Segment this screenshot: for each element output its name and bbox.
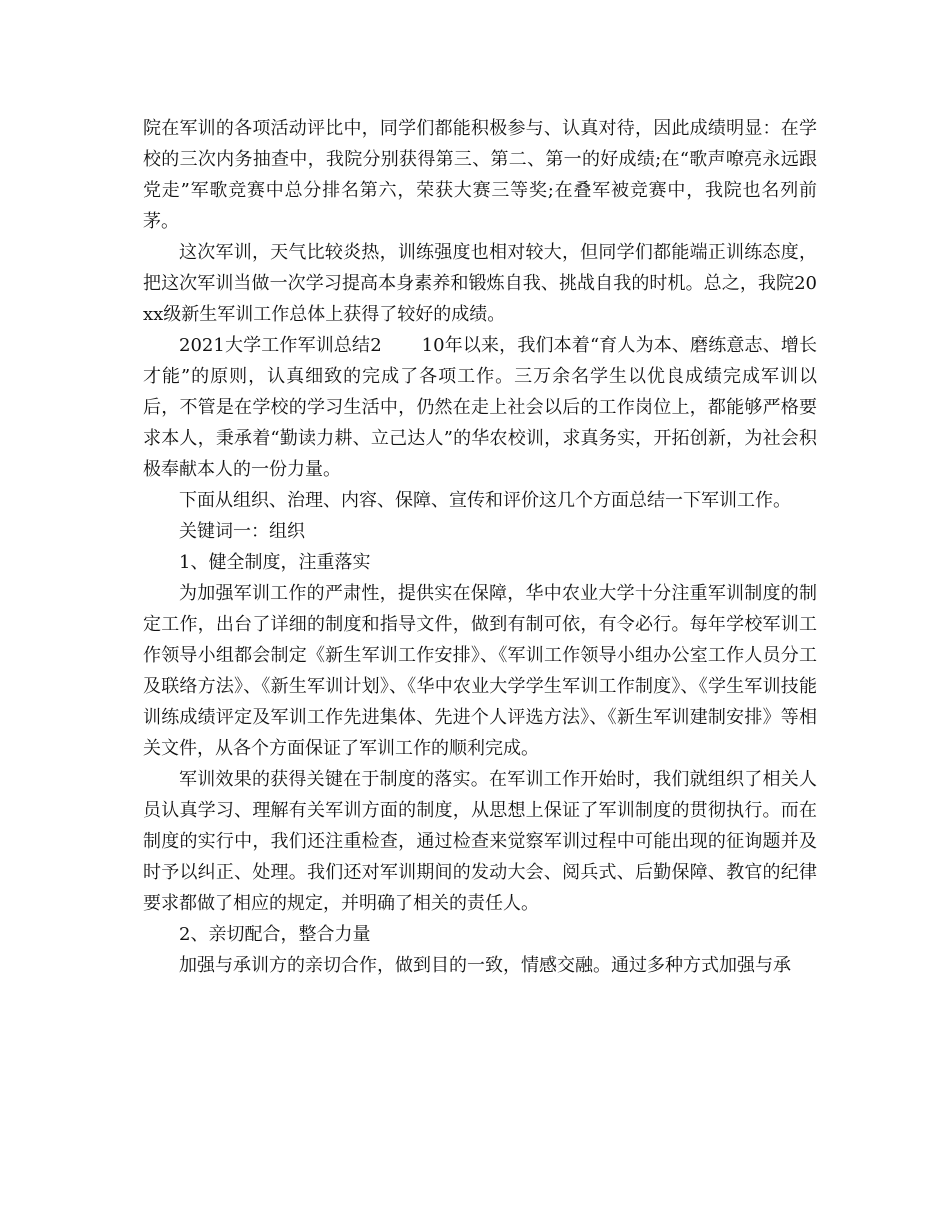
keyword-heading-organization: 关键词一：组织 bbox=[179, 521, 305, 542]
paragraph-summary-2 bbox=[143, 330, 817, 485]
paragraph-summary-2-text: 10年以来，我们本着“育人为本、磨练意志、增长才能”的原则，认真细致的完成了各项工作。三万余名学生以优良成绩完成军训以后，不管是在学校的学习生活中，仍然在走上社会以后的工作岗位上，都能够严格要求本人，秉承着“勤读力耕、立己达人”的华农校训，求真务实，开拓创新，为社会积极奉献本人的一份力量。 bbox=[143, 335, 817, 480]
subheading-2: 2、亲切配合，整合力量 bbox=[179, 924, 371, 945]
section-heading: 2021大学工作军训总结2 bbox=[179, 335, 382, 356]
document-body bbox=[143, 113, 817, 981]
subheading-1: 1、健全制度，注重落实 bbox=[179, 552, 371, 573]
paragraph-overview: 下面从组织、治理、内容、保障、宣传和评价这几个方面总结一下军训工作。 bbox=[179, 490, 791, 511]
paragraph-continuation: 院在军训的各项活动评比中，同学们都能积极参与、认真对待，因此成绩明显：在学校的三次内务抽查中，我院分别获得第三、第二、第一的好成绩;在“歌声嘹亮永远跟党走”军歌竞赛中总分排名第六，荣获大赛三等奖;在叠军被竞赛中，我院也名列前茅。 bbox=[143, 118, 817, 232]
paragraph-cooperation: 加强与承训方的亲切合作，做到目的一致，情感交融。通过多种方式加强与承 bbox=[179, 955, 791, 976]
paragraph-system-building: 为加强军训工作的严肃性，提供实在保障，华中农业大学十分注重军训制度的制定工作，出台了详细的制度和指导文件，做到有制可依，有令必行。每年学校军训工作领导小组都会制定《新生军训工作安排》、《军训工作领导小组办公室工作人员分工及联络方法》、《新生军训计划》、《华中农业大学学生军训工作制度》、《学生军训技能训练成绩评定及军训工作先进集体、先进个人评选方法》、《新生军训建制安排》等相关文件，从各个方面保证了军训工作的顺利完成。 bbox=[143, 583, 817, 759]
paragraph-system-implementation: 军训效果的获得关键在于制度的落实。在军训工作开始时，我们就组织了相关人员认真学习、理解有关军训方面的制度，从思想上保证了军训制度的贯彻执行。而在制度的实行中，我们还注重检查，通过检查来觉察军训过程中可能出现的征询题并及时予以纠正、处理。我们还对军训期间的发动大会、阅兵式、后勤保障、教官的纪律要求都做了相应的规定，并明确了相关的责任人。 bbox=[143, 769, 817, 914]
paragraph-weather-summary: 这次军训，天气比较炎热，训练强度也相对较大，但同学们都能端正训练态度，把这次军训当做一次学习提高本身素养和锻炼自我、挑战自我的时机。总之，我院20xx级新生军训工作总体上获得了较好的成绩。 bbox=[143, 242, 817, 325]
